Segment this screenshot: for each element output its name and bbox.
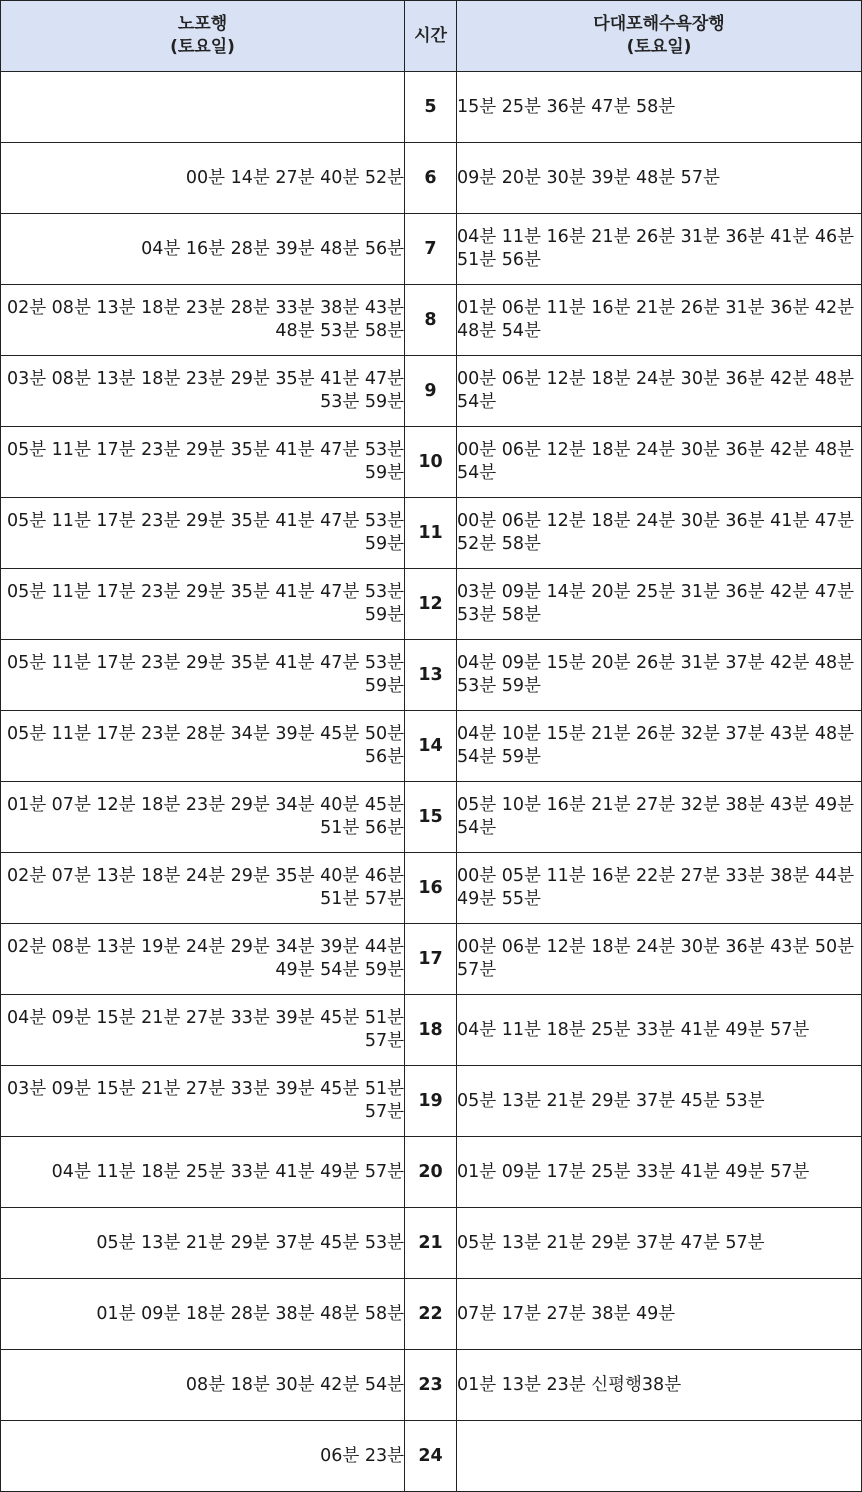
table-row bbox=[1, 640, 862, 711]
table-row bbox=[1, 711, 862, 782]
hour-cell: 17 bbox=[405, 924, 457, 995]
hour-cell: 18 bbox=[405, 995, 457, 1066]
table-row bbox=[1, 782, 862, 853]
dadaepo-departures-cell: 07분 17분 27분 38분 49분 bbox=[457, 1279, 862, 1350]
header-hour: 시간 bbox=[405, 1, 457, 72]
dadaepo-departures-cell: 00분 06분 12분 18분 24분 30분 36분 43분 50분 57분 bbox=[457, 924, 862, 995]
dadaepo-departures-cell: 09분 20분 30분 39분 48분 57분 bbox=[457, 143, 862, 214]
dadaepo-departures-cell: 03분 09분 14분 20분 25분 31분 36분 42분 47분 53분 58분 bbox=[457, 569, 862, 640]
nopo-departures-cell: 01분 07분 12분 18분 23분 29분 34분 40분 45분 51분 56분 bbox=[1, 782, 405, 853]
hour-cell: 21 bbox=[405, 1208, 457, 1279]
hour-cell: 5 bbox=[405, 72, 457, 143]
table-row bbox=[1, 1208, 862, 1279]
table-row bbox=[1, 1350, 862, 1421]
hour-cell: 24 bbox=[405, 1421, 457, 1492]
hour-cell: 6 bbox=[405, 143, 457, 214]
nopo-departures-cell: 00분 14분 27분 40분 52분 bbox=[1, 143, 405, 214]
hour-cell: 8 bbox=[405, 285, 457, 356]
table-row bbox=[1, 214, 862, 285]
table-row bbox=[1, 285, 862, 356]
table-row bbox=[1, 853, 862, 924]
table-row bbox=[1, 427, 862, 498]
hour-cell: 15 bbox=[405, 782, 457, 853]
table-row bbox=[1, 498, 862, 569]
hour-cell: 14 bbox=[405, 711, 457, 782]
nopo-departures-cell: 02분 08분 13분 19분 24분 29분 34분 39분 44분 49분 54분 59분 bbox=[1, 924, 405, 995]
header-nopo-day: (토요일) bbox=[170, 37, 235, 57]
dadaepo-departures-cell bbox=[457, 1421, 862, 1492]
header-nopo-saturday bbox=[1, 1, 405, 72]
nopo-departures-cell: 06분 23분 bbox=[1, 1421, 405, 1492]
dadaepo-departures-cell: 05분 13분 21분 29분 37분 45분 53분 bbox=[457, 1066, 862, 1137]
dadaepo-departures-cell: 04분 11분 18분 25분 33분 41분 49분 57분 bbox=[457, 995, 862, 1066]
header-nopo-title: 노포행 bbox=[177, 14, 228, 34]
table-row bbox=[1, 995, 862, 1066]
nopo-departures-cell: 05분 11분 17분 23분 29분 35분 41분 47분 53분 59분 bbox=[1, 640, 405, 711]
header-dadaepo-title: 다대포해수욕장행 bbox=[593, 14, 725, 34]
table-row bbox=[1, 569, 862, 640]
dadaepo-departures-cell: 05분 10분 16분 21분 27분 32분 38분 43분 49분 54분 bbox=[457, 782, 862, 853]
hour-cell: 7 bbox=[405, 214, 457, 285]
hour-cell: 10 bbox=[405, 427, 457, 498]
dadaepo-departures-cell: 05분 13분 21분 29분 37분 47분 57분 bbox=[457, 1208, 862, 1279]
nopo-departures-cell: 02분 07분 13분 18분 24분 29분 35분 40분 46분 51분 57분 bbox=[1, 853, 405, 924]
hour-cell: 11 bbox=[405, 498, 457, 569]
header-dadaepo-saturday bbox=[457, 1, 862, 72]
nopo-departures-cell: 03분 08분 13분 18분 23분 29분 35분 41분 47분 53분 59분 bbox=[1, 356, 405, 427]
hour-cell: 9 bbox=[405, 356, 457, 427]
dadaepo-departures-cell: 04분 11분 16분 21분 26분 31분 36분 41분 46분 51분 56분 bbox=[457, 214, 862, 285]
dadaepo-departures-cell: 04분 09분 15분 20분 26분 31분 37분 42분 48분 53분 59분 bbox=[457, 640, 862, 711]
table-row bbox=[1, 72, 862, 143]
nopo-departures-cell: 05분 11분 17분 23분 28분 34분 39분 45분 50분 56분 bbox=[1, 711, 405, 782]
hour-cell: 22 bbox=[405, 1279, 457, 1350]
hour-cell: 23 bbox=[405, 1350, 457, 1421]
nopo-departures-cell: 04분 11분 18분 25분 33분 41분 49분 57분 bbox=[1, 1137, 405, 1208]
dadaepo-departures-cell: 04분 10분 15분 21분 26분 32분 37분 43분 48분 54분 59분 bbox=[457, 711, 862, 782]
table-row bbox=[1, 356, 862, 427]
hour-cell: 12 bbox=[405, 569, 457, 640]
table-row bbox=[1, 143, 862, 214]
nopo-departures-cell: 05분 11분 17분 23분 29분 35분 41분 47분 53분 59분 bbox=[1, 427, 405, 498]
dadaepo-departures-cell: 00분 06분 12분 18분 24분 30분 36분 42분 48분 54분 bbox=[457, 356, 862, 427]
dadaepo-departures-cell: 15분 25분 36분 47분 58분 bbox=[457, 72, 862, 143]
nopo-departures-cell: 05분 11분 17분 23분 29분 35분 41분 47분 53분 59분 bbox=[1, 498, 405, 569]
table-row bbox=[1, 1421, 862, 1492]
table-row bbox=[1, 1066, 862, 1137]
nopo-departures-cell: 05분 11분 17분 23분 29분 35분 41분 47분 53분 59분 bbox=[1, 569, 405, 640]
dadaepo-departures-cell: 01분 06분 11분 16분 21분 26분 31분 36분 42분 48분 54분 bbox=[457, 285, 862, 356]
header-dadaepo-day: (토요일) bbox=[626, 37, 692, 57]
table-row bbox=[1, 1279, 862, 1350]
dadaepo-departures-cell: 01분 09분 17분 25분 33분 41분 49분 57분 bbox=[457, 1137, 862, 1208]
table-row bbox=[1, 1137, 862, 1208]
dadaepo-departures-cell: 00분 06분 12분 18분 24분 30분 36분 41분 47분 52분 58분 bbox=[457, 498, 862, 569]
table-row bbox=[1, 924, 862, 995]
nopo-departures-cell: 08분 18분 30분 42분 54분 bbox=[1, 1350, 405, 1421]
nopo-departures-cell: 03분 09분 15분 21분 27분 33분 39분 45분 51분 57분 bbox=[1, 1066, 405, 1137]
dadaepo-departures-cell: 01분 13분 23분 신평행38분 bbox=[457, 1350, 862, 1421]
nopo-departures-cell: 04분 16분 28분 39분 48분 56분 bbox=[1, 214, 405, 285]
hour-cell: 13 bbox=[405, 640, 457, 711]
nopo-departures-cell: 01분 09분 18분 28분 38분 48분 58분 bbox=[1, 1279, 405, 1350]
nopo-departures-cell bbox=[1, 72, 405, 143]
header-row bbox=[1, 1, 862, 72]
hour-cell: 19 bbox=[405, 1066, 457, 1137]
hour-cell: 20 bbox=[405, 1137, 457, 1208]
nopo-departures-cell: 05분 13분 21분 29분 37분 45분 53분 bbox=[1, 1208, 405, 1279]
hour-cell: 16 bbox=[405, 853, 457, 924]
nopo-departures-cell: 02분 08분 13분 18분 23분 28분 33분 38분 43분 48분 53분 58분 bbox=[1, 285, 405, 356]
timetable-body bbox=[1, 72, 862, 1492]
nopo-departures-cell: 04분 09분 15분 21분 27분 33분 39분 45분 51분 57분 bbox=[1, 995, 405, 1066]
dadaepo-departures-cell: 00분 06분 12분 18분 24분 30분 36분 42분 48분 54분 bbox=[457, 427, 862, 498]
dadaepo-departures-cell: 00분 05분 11분 16분 22분 27분 33분 38분 44분 49분 55분 bbox=[457, 853, 862, 924]
